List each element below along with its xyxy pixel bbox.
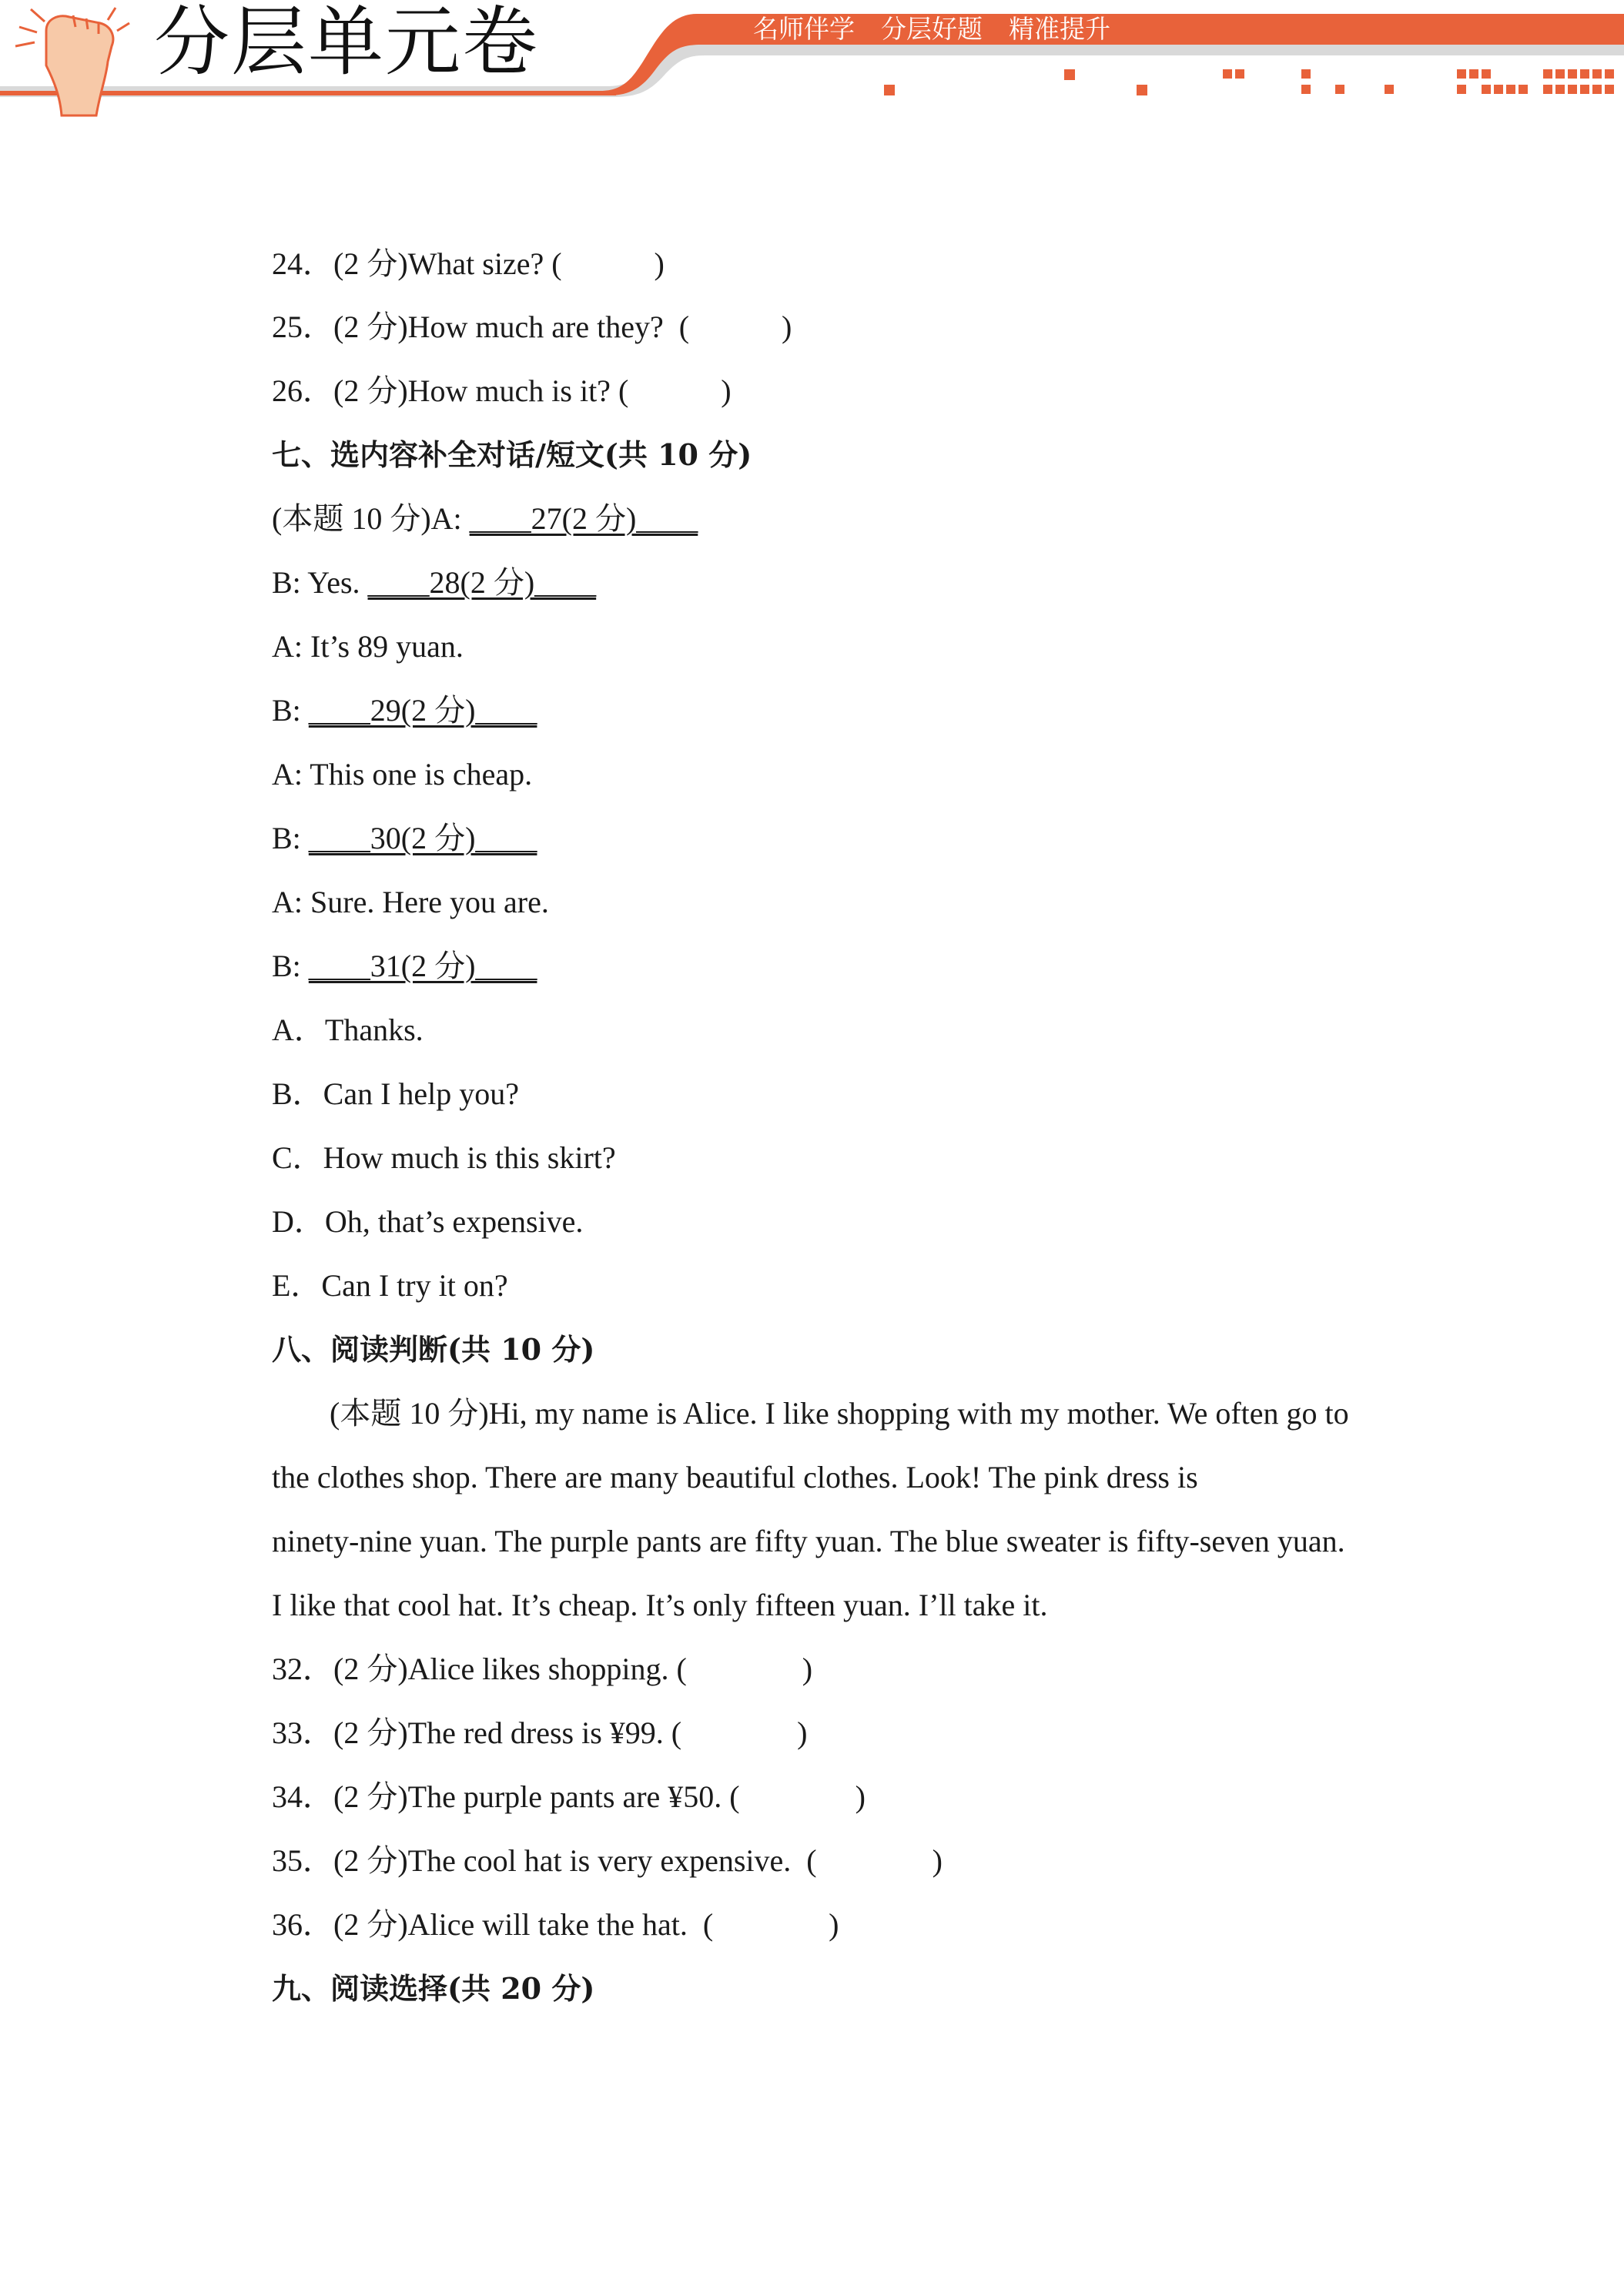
blank-30[interactable]: ____30(2 分)____ xyxy=(308,821,537,855)
dialog-a1-prefix: (本题 10 分)A: xyxy=(272,501,470,536)
question-32: 32．(2 分)Alice likes shopping. ( ) xyxy=(272,1652,813,1686)
slogan-1: 名师伴学 xyxy=(753,14,855,44)
option-d: D．Oh, that’s expensive. xyxy=(272,1204,584,1239)
question-35: 35．(2 分)The cool hat is very expensive. ( ) xyxy=(272,1843,943,1878)
slogan-3: 精准提升 xyxy=(1009,14,1110,44)
question-33: 33．(2 分)The red dress is ¥99. ( ) xyxy=(272,1715,808,1750)
blank-28[interactable]: ____28(2 分)____ xyxy=(367,565,597,600)
question-26: 26．(2 分)How much is it? ( ) xyxy=(272,373,732,408)
blank-31[interactable]: ____31(2 分)____ xyxy=(308,949,537,983)
dialog-b4-prefix: B: xyxy=(272,949,309,983)
dialog-line-b2 xyxy=(272,691,537,730)
dialog-line-b3 xyxy=(272,819,537,858)
dialog-line-b1 xyxy=(272,564,596,602)
section-8-title: 八、阅读判断(共 10 分) xyxy=(272,1332,595,1367)
brand-title: 分层单元卷 xyxy=(154,0,540,86)
dialog-line-a2: A: It’s 89 yuan. xyxy=(272,629,464,664)
question-34: 34．(2 分)The purple pants are ¥50. ( ) xyxy=(272,1779,866,1814)
blank-29[interactable]: ____29(2 分)____ xyxy=(308,693,537,728)
dialog-line-a4: A: Sure. Here you are. xyxy=(272,885,549,919)
section-9-title: 九、阅读选择(共 20 分) xyxy=(272,1971,595,2006)
section-7-title: 七、选内容补全对话/短文(共 10 分) xyxy=(272,437,752,472)
question-25: 25．(2 分)How much are they? ( ) xyxy=(272,310,792,344)
option-a: A．Thanks. xyxy=(272,1012,424,1047)
question-36: 36．(2 分)Alice will take the hat. ( ) xyxy=(272,1907,839,1942)
dialog-b3-prefix: B: xyxy=(272,821,309,855)
option-e: E．Can I try it on? xyxy=(272,1268,508,1303)
question-24: 24．(2 分)What size? ( ) xyxy=(272,246,665,281)
dialog-line-b4 xyxy=(272,947,537,986)
option-b: B．Can I help you? xyxy=(272,1076,520,1111)
slogan-2: 分层好题 xyxy=(881,14,983,44)
option-c: C．How much is this skirt? xyxy=(272,1140,616,1175)
passage-line-1: (本题 10 分)Hi, my name is Alice. I like shopping with my mother. We often go to xyxy=(330,1396,1349,1431)
dialog-b1-prefix: B: Yes. xyxy=(272,565,368,600)
dialog-line-a3: A: This one is cheap. xyxy=(272,757,533,792)
blank-27[interactable]: ____27(2 分)____ xyxy=(469,501,698,536)
passage-line-4: I like that cool hat. It’s cheap. It’s only fifteen yuan. I’ll take it. xyxy=(272,1588,1048,1622)
passage-line-2: the clothes shop. There are many beautiful clothes. Look! The pink dress is xyxy=(272,1460,1198,1494)
passage-line-3: ninety-nine yuan. The purple pants are fifty yuan. The blue sweater is fifty-seven yuan. xyxy=(272,1524,1345,1558)
dialog-line-a1 xyxy=(272,500,698,538)
dialog-b2-prefix: B: xyxy=(272,693,309,728)
